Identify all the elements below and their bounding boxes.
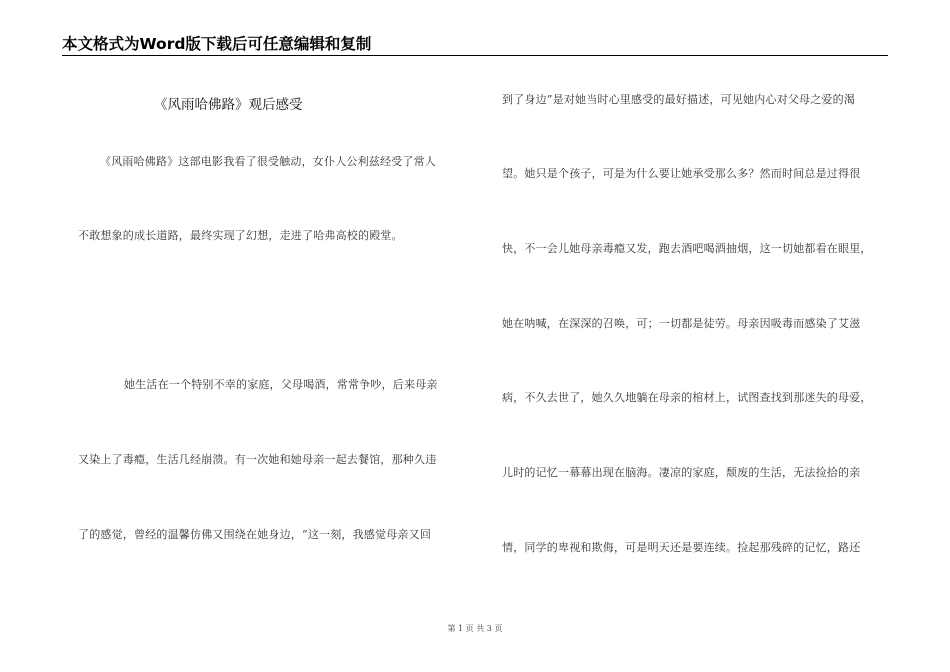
left-column-line-2: 不敢想象的成长道路，最终实现了幻想，走进了哈弗高校的殿堂。 bbox=[78, 229, 403, 242]
right-column-line-6: 儿时的记忆一幕幕出现在脑海。凄凉的家庭，颓废的生活，无法捡拾的亲 bbox=[502, 466, 861, 479]
left-column-line-4: 又染上了毒瘾，生活几经崩溃。有一次她和她母亲一起去餐馆，那种久违 bbox=[78, 453, 437, 466]
right-column-line-2: 望。她只是个孩子，可是为什么要让她承受那么多？然而时间总是过得很 bbox=[502, 167, 861, 180]
right-column-line-7: 情，同学的卑视和欺侮，可是明天还是要连续。捡起那残碎的记忆，路还 bbox=[502, 541, 861, 554]
right-column-line-5: 病，不久去世了，她久久地躺在母亲的棺材上，试图查找到那迷失的母爱， bbox=[502, 391, 872, 404]
document-title: 《风雨哈佛路》观后感受 bbox=[154, 97, 303, 113]
right-column-line-3: 快，不一会儿她母亲毒瘾又发，跑去酒吧喝酒抽烟，这一切她都看在眼里， bbox=[502, 242, 872, 255]
right-column-line-4: 她在呐喊，在深深的召唤，可；一切都是徒劳。母亲因吸毒而感染了艾滋 bbox=[502, 317, 861, 330]
page-number-footer: 第 1 页 共 3 页 bbox=[447, 624, 503, 633]
right-column-line-1: 到了身边”是对她当时心里感受的最好描述，可见她内心对父母之爱的渴 bbox=[502, 93, 856, 106]
left-column-line-5: 了的感觉，曾经的温馨仿佛又围绕在她身边，“这一刻，我感觉母亲又回 bbox=[78, 528, 432, 541]
left-column-line-1: 《风雨哈佛路》这部电影我看了很受触动，女仆人公利兹经受了常人 bbox=[100, 155, 436, 168]
page-header-banner: 本文格式为Word版下载后可任意编辑和复制 bbox=[62, 35, 372, 53]
header-divider bbox=[62, 55, 888, 56]
left-column-line-3: 她生活在一个特别不幸的家庭，父母喝酒，常常争吵，后来母亲 bbox=[124, 378, 438, 391]
